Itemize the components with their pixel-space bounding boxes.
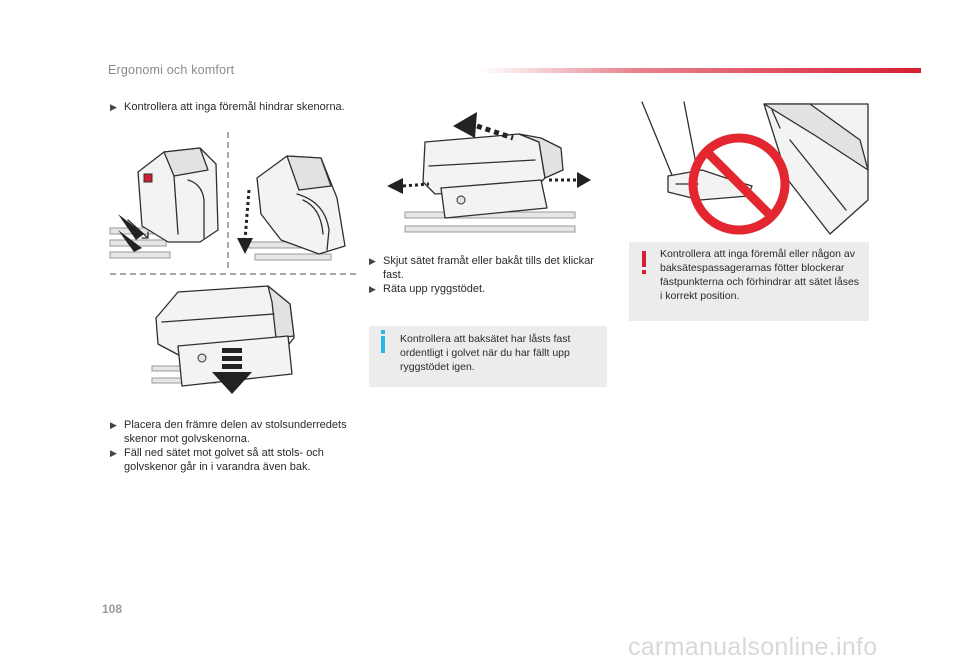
section-title: Ergonomi och komfort xyxy=(108,63,235,77)
page-number: 108 xyxy=(102,602,123,616)
bullet-lower-seat xyxy=(110,446,360,474)
watermark-text: carmanualsonline.info xyxy=(628,633,878,661)
bullet-text: Skjut sätet framåt eller bakåt tills det klickar fast. xyxy=(383,255,594,281)
bullet-text: Kontrollera att inga föremål hindrar skenorna. xyxy=(124,101,345,113)
bullet-arrow-icon: ▶ xyxy=(110,448,117,458)
seat-tilt-illustration xyxy=(233,150,353,265)
info-box-text: Kontrollera att baksätet har låsts fast ordentligt i golvet när du har fällt upp ryggstödet igen. xyxy=(400,333,571,373)
info-icon xyxy=(381,330,385,334)
seat-press-down-illustration xyxy=(148,282,298,400)
bullet-slide-seat xyxy=(369,254,609,282)
seat-slide-illustration xyxy=(385,108,595,243)
bullet-raise-backrest xyxy=(369,282,609,296)
foot-blocking-prohibition-illustration xyxy=(640,100,870,240)
bullet-arrow-icon: ▶ xyxy=(110,420,117,430)
warning-box-text: Kontrollera att inga föremål eller någon av baksätespassagerarnas fötter blockerar fästpunkterna och förhindrar att sätet låses i korrekt position. xyxy=(660,248,860,302)
warning-box xyxy=(629,242,869,321)
bullet-check-rails xyxy=(110,100,380,114)
bullet-text: Fäll ned sätet mot golvet så att stols- och golvskenor går in i varandra även bak. xyxy=(124,447,324,473)
info-icon-bar xyxy=(381,336,385,353)
warning-icon xyxy=(642,251,646,267)
bullet-text: Räta upp ryggstödet. xyxy=(383,283,486,295)
bullet-list-lower-rails xyxy=(110,418,360,474)
bullet-place-front-rails xyxy=(110,418,360,446)
header-accent-rule xyxy=(480,68,921,73)
warning-icon-dot xyxy=(642,270,646,274)
bullet-arrow-icon: ▶ xyxy=(110,102,117,112)
bullet-list-slide-seat xyxy=(369,254,609,296)
bullet-arrow-icon: ▶ xyxy=(369,284,376,294)
bullet-arrow-icon: ▶ xyxy=(369,256,376,266)
bullet-text: Placera den främre delen av stolsunderredets skenor mot golvskenorna. xyxy=(124,419,347,445)
info-box xyxy=(369,326,607,387)
